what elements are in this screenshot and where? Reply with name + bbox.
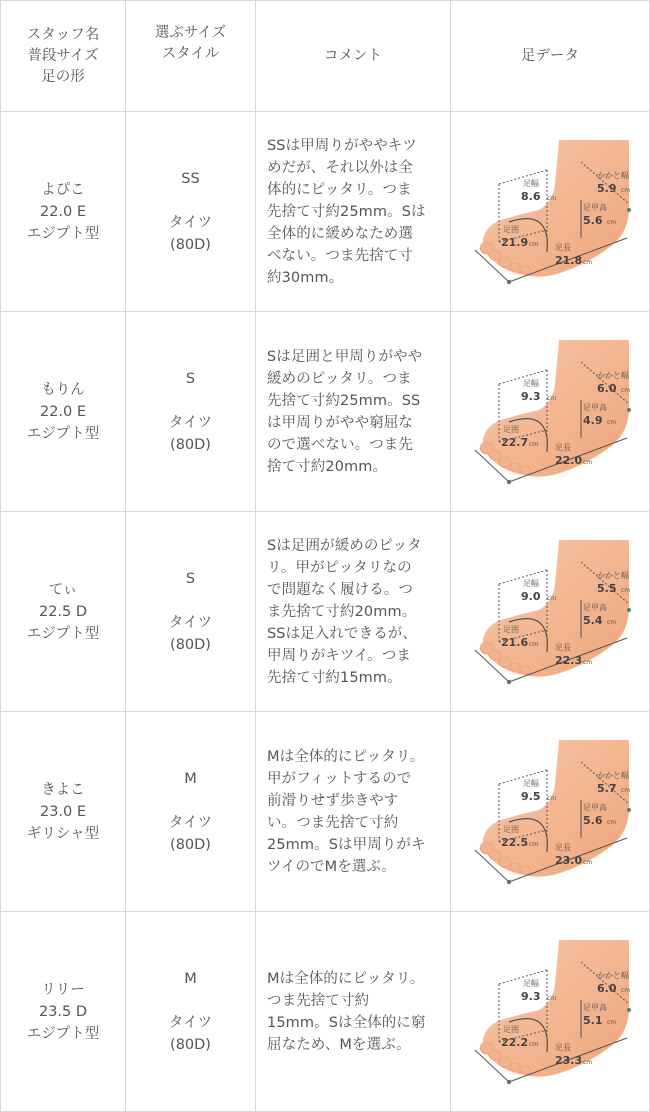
value-girth: 22.7 [501, 436, 529, 449]
comment-line: 約30mm。 [267, 269, 344, 286]
toe-shape [499, 457, 511, 467]
unit-cm: cm [621, 787, 631, 794]
comment-line: は甲周りがやや窮屈な [267, 414, 413, 431]
staff-row [1, 512, 650, 712]
spacer [126, 790, 255, 812]
value-width: 9.3 [521, 990, 541, 1003]
comment-line: リ。甲がピッタリなの [267, 559, 412, 576]
style-label: タイツ [168, 214, 213, 231]
guide-dot [507, 480, 511, 484]
label-heel-width: かかと幅 [597, 771, 629, 780]
value-width: 9.3 [521, 390, 541, 403]
usual-size: 22.0 E [39, 203, 87, 220]
unit-cm: cm [583, 1059, 593, 1066]
staff-name: リリー [41, 981, 85, 998]
foot-diagram [451, 312, 650, 511]
size-cell [126, 912, 256, 1112]
toe-shape [499, 257, 511, 267]
foot-shape: エジプト型 [26, 225, 100, 242]
usual-size: 23.5 D [38, 1003, 88, 1020]
toe-shape [520, 666, 530, 674]
comment-line: 甲がフィットするので [267, 770, 412, 787]
label-girth: 足囲 [503, 825, 519, 834]
unit-cm: cm [621, 987, 631, 994]
unit-cm: cm [607, 219, 617, 226]
label-width: 足幅 [523, 579, 539, 588]
label-width: 足幅 [523, 179, 539, 188]
staff-cell [1, 912, 126, 1112]
label-instep: 足甲高 [583, 603, 607, 612]
value-girth: 21.9 [501, 236, 529, 249]
label-instep: 足甲高 [583, 203, 607, 212]
header-size [126, 1, 256, 112]
comment-line: めだが、それ以外は全 [267, 159, 413, 176]
comment-line: Mは全体的にピッタリ。 [267, 748, 425, 765]
unit-cm: cm [529, 241, 539, 248]
staff-row [1, 712, 650, 912]
denier-label: (80D) [170, 1036, 211, 1053]
header-foot-data: 足データ [451, 1, 650, 112]
comment-cell [256, 712, 451, 912]
toe-shape [520, 266, 530, 274]
value-length: 22.0 [555, 454, 583, 467]
value-instep: 5.4 [583, 614, 603, 627]
unit-cm: cm [547, 595, 557, 602]
comment-line: 捨て寸約20mm。 [267, 458, 388, 475]
value-heel: 5.7 [597, 782, 617, 795]
comment-line: べない。つま先捨て寸 [267, 247, 413, 264]
toe-shape [520, 866, 530, 874]
staff-name: てぃ [48, 581, 78, 598]
label-heel-width: かかと幅 [597, 571, 629, 580]
unit-cm: cm [583, 659, 593, 666]
unit-cm: cm [621, 387, 631, 394]
comment-line: SSは甲周りがややキツ [267, 137, 418, 154]
comment-line: つま先捨て寸約 [267, 992, 370, 1009]
chosen-size: S [185, 570, 196, 587]
guide-dot [627, 808, 631, 812]
chosen-size: M [184, 770, 197, 787]
staff-row [1, 912, 650, 1112]
size-cell [126, 712, 256, 912]
comment-cell [256, 312, 451, 512]
label-length: 足長 [555, 843, 571, 852]
toe-shape [510, 863, 520, 871]
foot-shape: エジプト型 [26, 425, 100, 442]
unit-cm: cm [583, 859, 593, 866]
foot-shape: エジプト型 [26, 1025, 100, 1042]
size-cell [126, 112, 256, 312]
value-instep: 5.6 [583, 214, 603, 227]
comment-cell [256, 912, 451, 1112]
comment-cell [256, 112, 451, 312]
usual-size: 23.0 E [39, 803, 87, 820]
guide-dot [507, 280, 511, 284]
foot-data-cell [451, 112, 650, 312]
unit-cm: cm [607, 819, 617, 826]
unit-cm: cm [583, 259, 593, 266]
spacer [126, 590, 255, 612]
value-width: 9.5 [521, 790, 541, 803]
foot-diagram [451, 912, 650, 1111]
unit-cm: cm [529, 641, 539, 648]
style-label: タイツ [168, 414, 213, 431]
toe-shape [510, 463, 520, 471]
value-heel: 6.0 [597, 982, 617, 995]
guide-dot [507, 680, 511, 684]
value-heel: 5.9 [597, 182, 617, 195]
spacer [126, 990, 255, 1012]
comment-line: 先捨て寸約25mm。SS [267, 392, 421, 409]
label-instep: 足甲高 [583, 403, 607, 412]
header-staff [1, 1, 126, 112]
label-length: 足長 [555, 443, 571, 452]
label-heel-width: かかと幅 [597, 371, 629, 380]
value-girth: 21.6 [501, 636, 529, 649]
staff-name: よぴこ [41, 181, 85, 198]
toe-shape [489, 850, 501, 860]
style-label: タイツ [168, 1014, 213, 1031]
toe-shape [489, 650, 501, 660]
header-staff-line: スタッフ名 [26, 26, 100, 43]
comment-line: 15mm。Sは全体的に窮 [267, 1014, 426, 1031]
header-comment: コメント [256, 1, 451, 112]
comment-line: い。つま先捨て寸約 [267, 814, 399, 831]
guide-dot [507, 1080, 511, 1084]
unit-cm: cm [529, 441, 539, 448]
unit-cm: cm [607, 419, 617, 426]
value-instep: 4.9 [583, 414, 603, 427]
label-instep: 足甲高 [583, 803, 607, 812]
value-width: 8.6 [521, 190, 541, 203]
comment-line: 先捨て寸約25mm。Sは [267, 203, 426, 220]
usual-size: 22.5 D [38, 603, 88, 620]
value-instep: 5.1 [583, 1014, 603, 1027]
toe-shape [510, 263, 520, 271]
spacer [126, 190, 255, 212]
guide-dot [627, 208, 631, 212]
value-length: 21.8 [555, 254, 583, 267]
style-label: タイツ [168, 814, 213, 831]
chosen-size: S [185, 370, 196, 387]
label-width: 足幅 [523, 979, 539, 988]
comment-line: で問題なく履ける。つ [267, 581, 413, 598]
spacer [126, 390, 255, 412]
chosen-size: M [184, 970, 197, 987]
size-cell [126, 312, 256, 512]
foot-diagram [451, 512, 650, 711]
toe-shape [510, 1063, 520, 1071]
value-girth: 22.2 [501, 1036, 529, 1049]
toe-shape [489, 250, 501, 260]
foot-shape: ギリシャ型 [26, 825, 100, 842]
toe-shape [499, 657, 511, 667]
label-instep: 足甲高 [583, 1003, 607, 1012]
comment-line: 25mm。Sは甲周りがキ [267, 836, 426, 853]
header-usual-line: 普段サイズ [27, 47, 99, 64]
guide-dot [627, 408, 631, 412]
header-style-line: スタイル [161, 46, 220, 62]
unit-cm: cm [529, 841, 539, 848]
unit-cm: cm [547, 795, 557, 802]
label-length: 足長 [555, 243, 571, 252]
toe-shape [489, 450, 501, 460]
foot-data-cell [451, 512, 650, 712]
unit-cm: cm [607, 1019, 617, 1026]
size-cell [126, 512, 256, 712]
header-shape-line: 足の形 [41, 68, 85, 85]
foot-diagram [451, 112, 650, 311]
comment-line: 甲周りがキツイ。つま [267, 647, 411, 664]
comment-line: 全体的に緩めなため選 [267, 225, 413, 242]
label-width: 足幅 [523, 379, 539, 388]
label-girth: 足囲 [503, 425, 519, 434]
value-length: 23.3 [555, 1054, 583, 1067]
comment-line: Mは全体的にピッタリ。 [267, 970, 425, 987]
comment-line: ツイのでMを選ぶ。 [267, 858, 396, 875]
staff-row [1, 112, 650, 312]
toe-shape [510, 663, 520, 671]
comment-line: Sは足囲が緩めのピッタ [267, 537, 422, 554]
unit-cm: cm [607, 619, 617, 626]
comment-line: Sは足囲と甲周りがやや [267, 348, 423, 365]
toe-shape [520, 466, 530, 474]
foot-diagram [451, 712, 650, 911]
toe-shape [520, 1066, 530, 1074]
label-length: 足長 [555, 643, 571, 652]
value-heel: 5.5 [597, 582, 617, 595]
comment-line: 緩めのピッタリ。つま [267, 370, 412, 387]
style-label: タイツ [168, 614, 213, 631]
label-length: 足長 [555, 1043, 571, 1052]
value-width: 9.0 [521, 590, 541, 603]
unit-cm: cm [547, 195, 557, 202]
denier-label: (80D) [170, 236, 211, 253]
unit-cm: cm [547, 995, 557, 1002]
staff-name: もりん [41, 381, 85, 398]
foot-data-cell [451, 312, 650, 512]
comment-line: 屈なため、Mを選ぶ。 [267, 1036, 411, 1053]
toe-shape [499, 1057, 511, 1067]
comment-line: 先捨て寸約15mm。 [267, 669, 402, 686]
unit-cm: cm [621, 587, 631, 594]
label-girth: 足囲 [503, 1025, 519, 1034]
value-heel: 6.0 [597, 382, 617, 395]
staff-row [1, 312, 650, 512]
usual-size: 22.0 E [39, 403, 87, 420]
foot-shape: エジプト型 [26, 625, 100, 642]
unit-cm: cm [547, 395, 557, 402]
staff-name: きよこ [41, 781, 85, 798]
unit-cm: cm [529, 1041, 539, 1048]
label-heel-width: かかと幅 [597, 171, 629, 180]
comment-line: 前滑りせず歩きやす [267, 792, 399, 809]
denier-label: (80D) [170, 436, 211, 453]
staff-cell [1, 512, 126, 712]
comment-line: 体的にピッタリ。つま [267, 181, 412, 198]
label-girth: 足囲 [503, 625, 519, 634]
foot-data-cell [451, 912, 650, 1112]
comment-line: ま先捨て寸約20mm。 [267, 603, 417, 620]
value-length: 23.0 [555, 854, 583, 867]
guide-dot [627, 608, 631, 612]
guide-dot [507, 880, 511, 884]
denier-label: (80D) [170, 836, 211, 853]
value-length: 22.3 [555, 654, 583, 667]
staff-cell [1, 712, 126, 912]
header-size-line: 選ぶサイズ [154, 25, 227, 41]
staff-cell [1, 312, 126, 512]
toe-shape [489, 1050, 501, 1060]
chosen-size: SS [181, 170, 200, 187]
toe-shape [499, 857, 511, 867]
value-instep: 5.6 [583, 814, 603, 827]
label-heel-width: かかと幅 [597, 971, 629, 980]
comment-line: ので選べない。つま先 [267, 436, 413, 453]
unit-cm: cm [621, 187, 631, 194]
foot-data-cell [451, 712, 650, 912]
denier-label: (80D) [170, 636, 211, 653]
staff-cell [1, 112, 126, 312]
comment-cell [256, 512, 451, 712]
label-girth: 足囲 [503, 225, 519, 234]
unit-cm: cm [583, 459, 593, 466]
header-row [1, 1, 650, 112]
label-width: 足幅 [523, 779, 539, 788]
comment-line: SSは足入れできるが、 [267, 625, 418, 642]
value-girth: 22.5 [501, 836, 529, 849]
guide-dot [627, 1008, 631, 1012]
